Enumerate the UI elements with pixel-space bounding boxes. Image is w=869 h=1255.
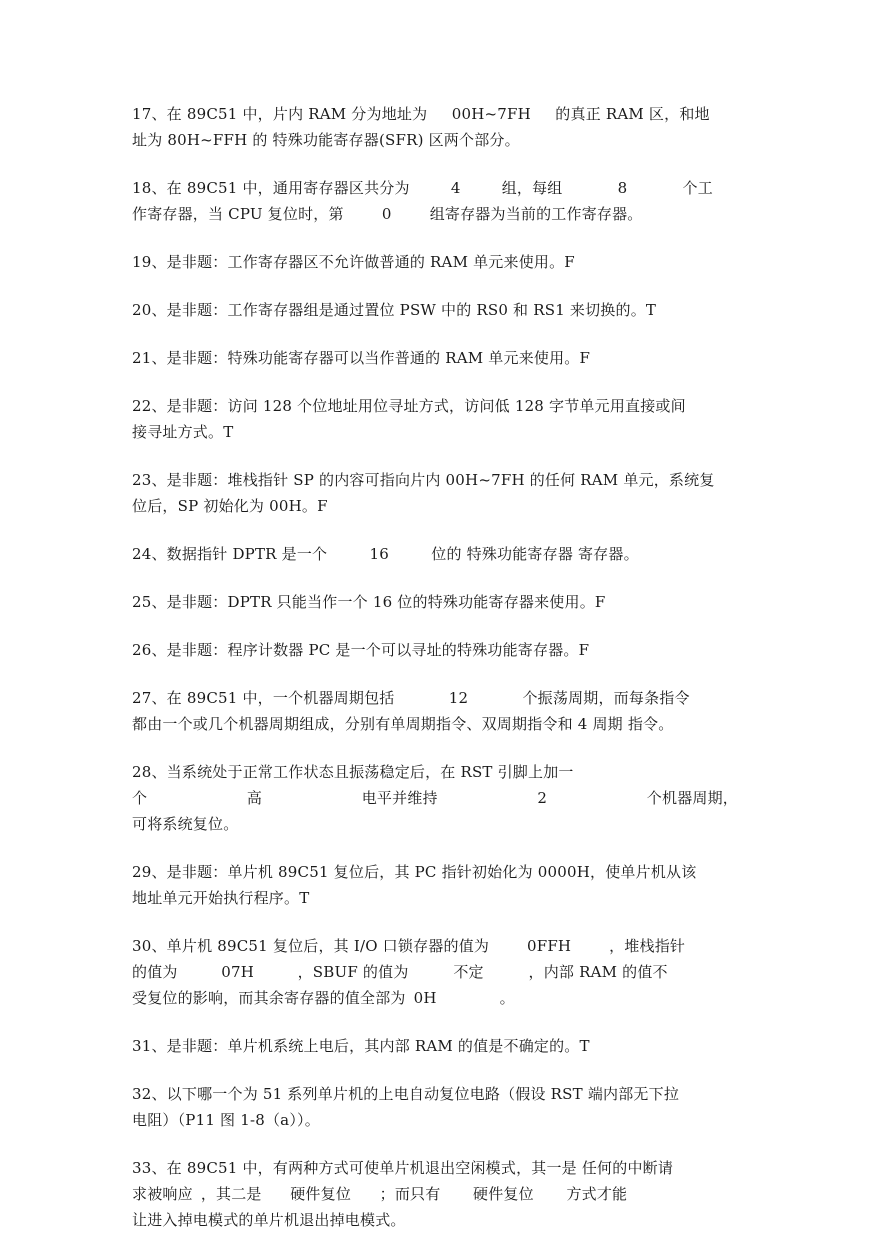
question-30-text: ，SBUF 的值为: [297, 963, 409, 981]
question-20: [132, 297, 738, 323]
question-17-line-1: [132, 101, 738, 127]
question-25-text: 25、是非题：DPTR 只能当作一个 16 位的特殊功能寄存器来使用。F: [132, 593, 606, 611]
question-32-line-1: 32、以下哪一个为 51 系列单片机的上电自动复位电路（假设 RST 端内部无下拉: [132, 1085, 680, 1103]
question-27-text: 个振荡周期，而每条指令: [522, 689, 690, 707]
question-22: [132, 393, 738, 445]
question-31: [132, 1033, 738, 1059]
answer-blank: 高: [246, 789, 263, 807]
document-page: [132, 101, 738, 1255]
question-22-line-2: 接寻址方式。T: [132, 423, 234, 441]
question-30-text: 30、单片机 89C51 复位后，其 I/O 口锁存器的值为: [132, 937, 490, 955]
question-30-line-1: [132, 933, 738, 959]
question-32: [132, 1081, 738, 1133]
question-24-text: 位的 特殊功能寄存器 寄存器。: [431, 545, 639, 563]
answer-blank: 0FFH: [526, 937, 572, 955]
question-21: [132, 345, 738, 371]
answer-blank: 00H~7FH: [451, 105, 531, 123]
answer-blank: 不定: [453, 963, 484, 981]
question-33-line-1: 33、在 89C51 中，有两种方式可使单片机退出空闲模式，其一是 任何的中断请: [132, 1159, 674, 1177]
question-20-text: 20、是非题：工作寄存器组是通过置位 PSW 中的 RS0 和 RS1 来切换的。T: [132, 301, 657, 319]
question-28-line-3: 可将系统复位。: [132, 815, 239, 833]
question-29-line-1: 29、是非题：单片机 89C51 复位后，其 PC 指针初始化为 0000H，使单片机从该: [132, 863, 697, 881]
question-19-text: 19、是非题：工作寄存器区不允许做普通的 RAM 单元来使用。F: [132, 253, 575, 271]
question-33: [132, 1155, 738, 1233]
question-18-line-2: [132, 201, 738, 227]
question-18-text: 组寄存器为当前的工作寄存器。: [429, 205, 643, 223]
answer-blank: 12: [448, 689, 469, 707]
question-28-line-2: [132, 785, 738, 811]
question-19: [132, 249, 738, 275]
question-28-text: 个: [132, 789, 148, 807]
question-28: [132, 759, 738, 837]
question-32-line-2: 电阻）（P11 图 1-8（a））。: [132, 1111, 320, 1129]
question-30-line-3: [132, 985, 738, 1011]
question-27-line-2: 都由一个或几个机器周期组成，分别有单周期指令、双周期指令和 4 周期 指令。: [132, 715, 674, 733]
question-23: [132, 467, 738, 519]
question-30-text: 的值为: [132, 963, 178, 981]
question-17-text: 17、在 89C51 中，片内 RAM 分为地址为: [132, 105, 428, 123]
question-24-line-1: [132, 541, 738, 567]
question-17-text: 的真正 RAM 区，和地: [555, 105, 710, 123]
question-27: [132, 685, 738, 737]
question-29: [132, 859, 738, 911]
question-24-text: 24、数据指针 DPTR 是一个: [132, 545, 328, 563]
question-30-text: 。: [499, 989, 515, 1007]
question-33-line-3: 让进入掉电模式的单片机退出掉电模式。: [132, 1211, 406, 1229]
question-17: [132, 101, 738, 153]
question-28-text: 电平并维持: [361, 789, 438, 807]
question-24: [132, 541, 738, 567]
question-31-text: 31、是非题：单片机系统上电后，其内部 RAM 的值是不确定的。T: [132, 1037, 590, 1055]
answer-blank: 4: [450, 179, 461, 197]
question-30-text: ，堆栈指针: [609, 937, 686, 955]
question-28-text: 个机器周期，: [646, 789, 738, 807]
question-25: [132, 589, 738, 615]
answer-blank: 硬件复位: [473, 1185, 534, 1203]
question-23-line-2: 位后，SP 初始化为 00H。F: [132, 497, 328, 515]
answer-blank: 2: [537, 789, 548, 807]
question-30-text: ，内部 RAM 的值不: [528, 963, 668, 981]
answer-blank: 16: [369, 545, 389, 563]
question-18-text: 作寄存器，当 CPU 复位时，第: [132, 205, 344, 223]
question-30-text: 受复位的影响，而其余寄存器的值全部为: [132, 989, 406, 1007]
question-33-text: ，其二是: [200, 1185, 262, 1203]
question-18-text: 组，每组: [501, 179, 563, 197]
question-21-text: 21、是非题：特殊功能寄存器可以当作普通的 RAM 单元来使用。F: [132, 349, 591, 367]
question-28-line-1: 28、当系统处于正常工作状态且振荡稳定后，在 RST 引脚上加一: [132, 763, 574, 781]
question-18-text: 个工: [682, 179, 713, 197]
question-30-line-2: [132, 959, 738, 985]
answer-blank: 8: [617, 179, 628, 197]
question-33-text: 方式才能: [566, 1185, 628, 1203]
answer-blank: 求被响应: [132, 1185, 193, 1203]
question-27-line-1: [132, 685, 738, 711]
question-26: [132, 637, 738, 663]
question-17-line-2: 址为 80H~FFH 的 特殊功能寄存器(SFR) 区两个部分。: [132, 131, 520, 149]
answer-blank: 硬件复位: [290, 1185, 352, 1203]
question-30: [132, 933, 738, 1011]
question-27-text: 27、在 89C51 中，一个机器周期包括: [132, 689, 395, 707]
question-29-line-2: 地址单元开始执行程序。T: [132, 889, 310, 907]
answer-blank: 0H: [413, 989, 437, 1007]
question-23-line-1: 23、是非题：堆栈指针 SP 的内容可指向片内 00H~7FH 的任何 RAM 单元，系统复: [132, 471, 715, 489]
question-18: [132, 175, 738, 227]
answer-blank: 0: [381, 205, 392, 223]
question-18-text: 18、在 89C51 中，通用寄存器区共分为: [132, 179, 410, 197]
question-26-text: 26、是非题：程序计数器 PC 是一个可以寻址的特殊功能寄存器。F: [132, 641, 590, 659]
question-33-line-2: [132, 1181, 738, 1207]
question-33-text: ；而只有: [379, 1185, 441, 1203]
question-18-line-1: [132, 175, 738, 201]
question-22-line-1: 22、是非题：访问 128 个位地址用位寻址方式，访问低 128 字节单元用直接或间: [132, 397, 686, 415]
answer-blank: 07H: [221, 963, 254, 981]
